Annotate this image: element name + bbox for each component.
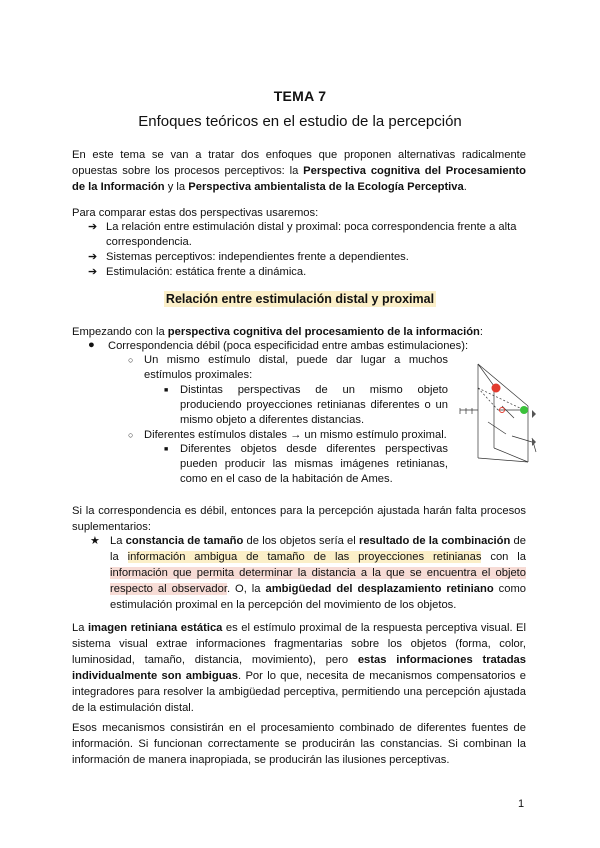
- compare-lead: Para comparar estas dos perspectivas usaremos:: [72, 207, 319, 219]
- bullet-circle-icon: ○: [128, 430, 134, 440]
- bullet-dot-icon: ●: [88, 339, 95, 351]
- cognitive-sub1-item: Distintas perspectivas de un mismo objeto produciendo proyecciones retinianas diferentes o un mismo objeto a diferentes distancias.: [180, 384, 448, 426]
- arrow-icon: ➔: [88, 221, 98, 233]
- red-ball: [492, 384, 501, 393]
- page-title: TEMA 7: [273, 88, 327, 104]
- page-number: 1: [518, 798, 525, 810]
- list-item: ➔ Sistemas perceptivos: independientes frente a dependientes.: [88, 251, 409, 263]
- projection-diagram: [458, 358, 542, 466]
- bullet-circle-icon: ○: [128, 355, 134, 365]
- star-item: ★ La constancia de tamaño de los objetos sería el resultado de la combinación de la información ambigua de tamaño de las proyecciones retinianas con la información que permita determinar la distancia a la que se encuentra el objeto respecto al observador. O, la ambigüedad del desplazamiento retiniano como estimulación proximal en la percepción del movimiento de los objetos.: [90, 535, 527, 611]
- green-ball: [520, 406, 528, 414]
- bullet-square-icon: ■: [164, 446, 169, 453]
- section-heading: Relación entre estimulación distal y proximal: [165, 292, 435, 306]
- star-icon: ★: [90, 535, 101, 547]
- static-paragraph: La imagen retiniana estática es el estímulo proximal de la respuesta perceptiva visual. El sistema visual extrae informaciones fragmentarias sobre los objetos (forma, color, luminosidad, tamaño, distancia, movimiento), pero estas informaciones tratadas individualmente son ambiguas. Por lo que, necesita de mecanismos compensatorios e integradores para resolver la ambigüedad perceptiva, permitiendo una percepción ajustada de la estimulación distal.: [72, 622, 526, 714]
- arrow-icon: ➔: [88, 266, 98, 278]
- cognitive-sub2: Diferentes estímulos distales → un mismo estímulo proximal.: [144, 429, 447, 441]
- cognitive-sub1: Un mismo estímulo distal, puede dar lugar a muchos estímulos proximales:: [144, 354, 448, 381]
- bullet-square-icon: ■: [164, 387, 169, 394]
- intro-paragraph: En este tema se van a tratar dos enfoques que proponen alternativas radicalmente opuestas sobre los procesos perceptivos: la Perspectiva cognitiva del Procesamiento de la Información y la Perspectiva ambientalista de la Ecología Perceptiva.: [72, 149, 526, 193]
- compare-list: [88, 220, 528, 280]
- mechanisms-paragraph: Esos mecanismos consistirán en el procesamiento combinado de diferentes fuentes de información. Si funcionan correctamente se producirán las constancias. Si combinan la información de manera inapropiada, se producirán las ilusiones perceptivas.: [72, 722, 526, 766]
- weak-lead: Si la correspondencia es débil, entonces para la percepción ajustada harán falta procesos suplementarios:: [72, 505, 526, 533]
- cognitive-sub2-item: Diferentes objetos desde diferentes perspectivas pueden producir las mismas imágenes retinianas, como en el caso de la habitación de Ames.: [180, 443, 448, 485]
- arrow-icon: ➔: [88, 251, 98, 263]
- page-subtitle: Enfoques teóricos en el estudio de la percepción: [138, 113, 462, 130]
- list-item: ➔ La relación entre estimulación distal y proximal: poca correspondencia frente a alta correspondencia.: [88, 221, 517, 248]
- cognitive-bullet: Correspondencia débil (poca especificidad entre ambas estimulaciones):: [108, 340, 469, 352]
- list-item: ➔ Estimulación: estática frente a dinámica.: [88, 266, 307, 278]
- cognitive-lead: Empezando con la perspectiva cognitiva del procesamiento de la información:: [72, 326, 483, 338]
